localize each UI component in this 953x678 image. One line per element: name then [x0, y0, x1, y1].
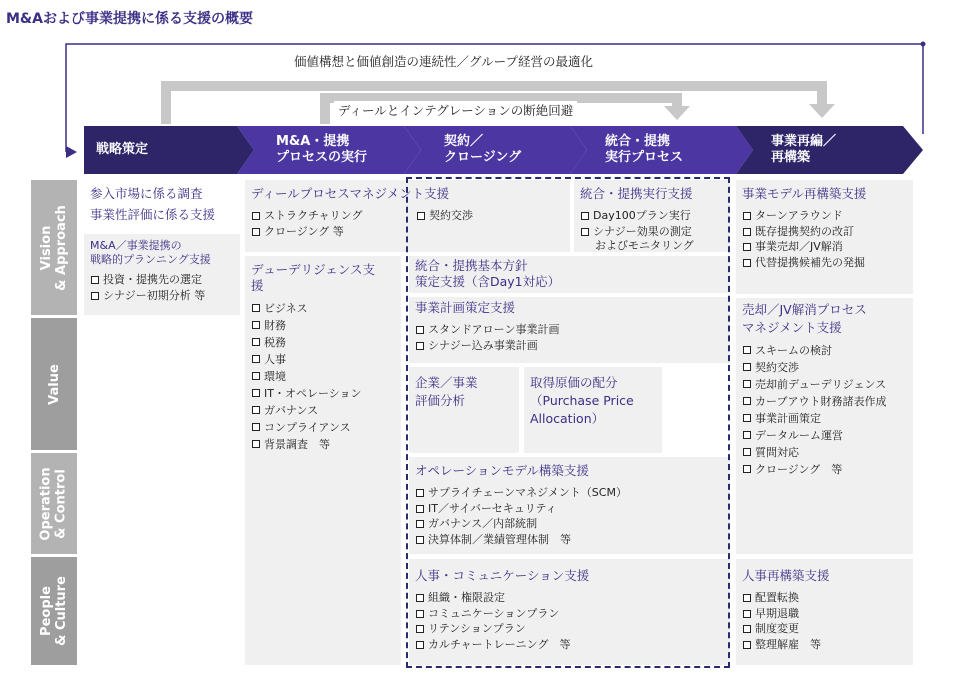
valuation-head-line2: 評価分析	[415, 393, 466, 408]
list-item: 背景調査 等	[251, 436, 362, 453]
strategy-feasibility-head: 事業性評価に係る支援	[90, 207, 216, 222]
strategy-research-head: 参入市場に係る調査	[90, 186, 203, 201]
list-item: 質問対応	[742, 444, 886, 461]
list-item: IT・オペレーション	[251, 385, 362, 402]
list-item: 事業計画策定	[742, 410, 886, 427]
list-item: ターンアラウンド	[742, 208, 865, 224]
stage-process: M&A・提携 プロセスの実行	[276, 134, 368, 165]
ppa-head-line2: （Purchase Price	[530, 393, 634, 408]
basic-policy-head-line2: 策定支援（含Day1対応）	[415, 274, 561, 289]
list-item: クロージング 等	[742, 461, 886, 478]
list-item: カーブアウト財務諸表作成	[742, 393, 886, 410]
stage-restructure: 事業再編／ 再構築	[771, 134, 837, 165]
list-item: Day100プラン実行	[580, 208, 692, 224]
list-item: 契約交渉	[742, 359, 886, 376]
business-plan-head: 事業計画策定支援	[415, 300, 516, 315]
hr-comm-head: 人事・コミュニケーション支援	[415, 568, 590, 583]
list-item: 既存提携契約の改訂	[742, 224, 865, 240]
list-item: 制度変更	[742, 621, 821, 637]
restructure-model-head: 事業モデル再構築支援	[742, 186, 867, 201]
list-item: 事業売却／JV解消	[742, 239, 865, 255]
ppa-head-line3: Allocation）	[530, 411, 605, 426]
hr-restructure-items	[742, 590, 821, 652]
pmi-head: 統合・提携実行支援	[580, 186, 693, 201]
list-item: IT／サイバーセキュリティ	[415, 501, 627, 517]
divest-head-line1: 売却／JV解消プロセス	[742, 302, 867, 317]
list-item: 財務	[251, 317, 362, 334]
list-item: 環境	[251, 368, 362, 385]
divest-head-line2: マネジメント支援	[742, 320, 842, 335]
planning-head-line1: M&A／事業提携の	[90, 239, 182, 252]
basic-policy-head-line1: 統合・提携基本方針	[415, 258, 528, 273]
list-item: 売却前デューデリジェンス	[742, 376, 886, 393]
page-title: M&Aおよび事業提携に係る支援の概要	[6, 11, 253, 27]
deal-mgmt-items	[251, 208, 362, 239]
dd-box	[245, 256, 401, 665]
inner-flow-label: ディールとインテグレーションの断絶回避	[334, 101, 577, 119]
list-item: 人事	[251, 351, 362, 368]
list-item: 配置転換	[742, 590, 821, 606]
list-item: シナジー込み事業計画	[415, 338, 559, 354]
list-item: 契約交渉	[416, 208, 473, 224]
row-label-value: Value	[31, 318, 77, 450]
row-label-operation: Operation & Control	[31, 453, 77, 554]
list-item: シナジー効果の測定	[580, 224, 692, 240]
list-item: シナジー初期分析 等	[90, 288, 205, 304]
list-item: 整理解雇 等	[742, 637, 821, 653]
strategy-research-box	[84, 180, 240, 230]
list-item: ガバナンス／内部統制	[415, 516, 627, 532]
deal-integration-highlight	[406, 177, 730, 668]
restructure-model-items	[742, 208, 865, 270]
list-item: ガバナンス	[251, 402, 362, 419]
list-item: 決算体制／業績管理体制 等	[415, 532, 627, 548]
row-label-vision: Vision & Approach	[31, 180, 77, 315]
dd-items	[251, 300, 362, 453]
stage-contract: 契約／ クロージング	[444, 134, 522, 165]
list-item: ビジネス	[251, 300, 362, 317]
hr-restructure-head: 人事再構築支援	[742, 568, 830, 583]
list-item: ストラクチャリング	[251, 208, 362, 224]
ppa-head-line1: 取得原価の配分	[530, 375, 618, 390]
dd-head-line2: 援	[251, 278, 264, 293]
valuation-head-line1: 企業／事業	[415, 375, 478, 390]
divest-box	[736, 298, 913, 554]
dd-head-line1: デューデリジェンス支	[251, 262, 376, 277]
pmi-item-cont: およびモニタリング	[595, 239, 694, 252]
planning-items	[90, 272, 205, 303]
list-item: コンプライアンス	[251, 419, 362, 436]
list-item: 投資・提携先の選定	[90, 272, 205, 288]
row-label-people: People & Culture	[31, 557, 77, 665]
list-item: 組織・権限設定	[415, 590, 570, 606]
list-item: クロージング 等	[251, 224, 362, 240]
stage-strategy: 戦略策定	[96, 142, 149, 157]
strategy-planning-box	[84, 234, 240, 315]
list-item: スタンドアローン事業計画	[415, 322, 559, 338]
list-item: データルーム運営	[742, 427, 886, 444]
divest-items	[742, 342, 886, 478]
list-item: 早期退職	[742, 606, 821, 622]
restructure-model-box	[736, 180, 913, 294]
outer-flow-label: 価値構想と価値創造の連続性／グループ経営の最適化	[290, 52, 597, 70]
list-item: コミュニケーションプラン	[415, 606, 570, 622]
list-item: リテンションプラン	[415, 621, 570, 637]
list-item: 代替提携候補先の発掘	[742, 255, 865, 271]
planning-head-line2: 戦略的プランニング支援	[90, 253, 211, 266]
opmodel-head: オペレーションモデル構築支援	[415, 463, 589, 478]
list-item: カルチャートレーニング 等	[415, 637, 570, 653]
list-item: 税務	[251, 334, 362, 351]
hr-restructure-box	[736, 559, 913, 665]
stage-integration: 統合・提携 実行プロセス	[605, 134, 684, 165]
deal-mgmt-head: ディールプロセスマネジメント支援	[251, 186, 450, 201]
list-item: スキームの検討	[742, 342, 886, 359]
list-item: サプライチェーンマネジメント（SCM）	[415, 485, 627, 501]
